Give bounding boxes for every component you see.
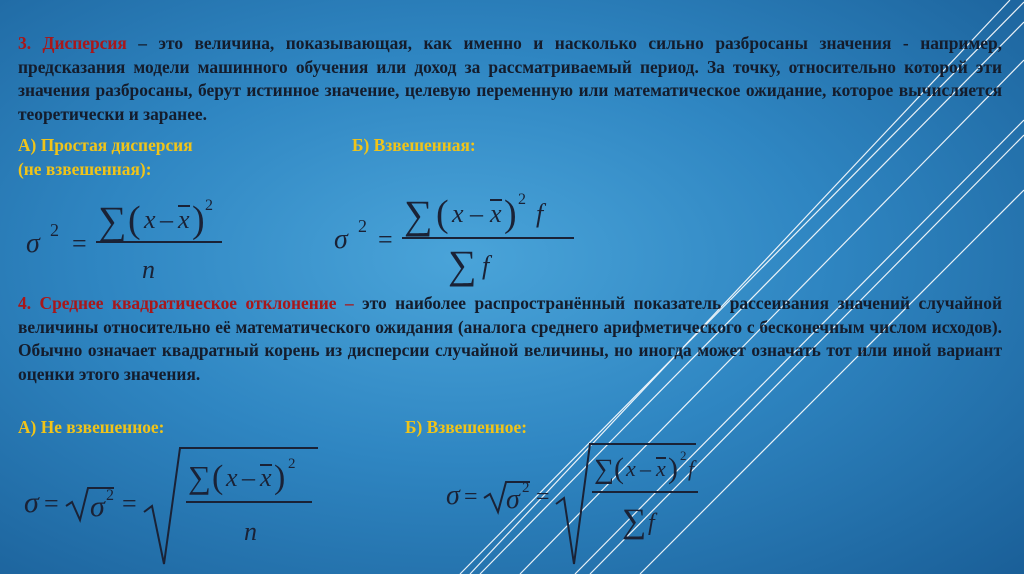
svg-text:∑: ∑ (594, 454, 614, 485)
svg-text:=: = (464, 484, 478, 510)
svg-text:2: 2 (518, 191, 526, 208)
dispersion-paragraph (18, 32, 1002, 126)
svg-text:2: 2 (522, 480, 530, 496)
weighted-dispersion-heading: Б) Взвешенная: (352, 135, 476, 155)
svg-text:n: n (244, 517, 257, 546)
svg-text:(: ( (128, 199, 141, 241)
svg-text:f: f (688, 456, 695, 481)
svg-text:x: x (226, 463, 238, 492)
svg-text:σ: σ (446, 480, 460, 511)
svg-text:): ) (504, 193, 517, 235)
weighted-std-heading: Б) Взвешенное: (405, 417, 527, 437)
formula-weighted-variance (330, 182, 590, 292)
svg-text:σ: σ (506, 484, 520, 515)
svg-text:x: x (260, 463, 272, 492)
svg-text:): ) (668, 452, 678, 485)
svg-text:∑: ∑ (448, 242, 477, 287)
svg-text:–: – (242, 463, 255, 492)
dispersion-definition: – это величина, показывающая, как именно и насколько сильно разбросаны значения - например, предсказания модели машинного обучения или доход за рассматриваемый период. За точку, относительно которой эти значения разбросаны, берут истинное значение, целевую переменную или математическое ожидание, которое вычисляется теоретически и заранее. (18, 33, 1002, 124)
unweighted-note: (не взвешенная): (18, 159, 152, 179)
svg-text:∑: ∑ (98, 198, 127, 243)
simple-dispersion-heading: А) Простая дисперсия (18, 135, 193, 155)
svg-text:2: 2 (50, 220, 59, 240)
formula-unweighted-std (22, 436, 322, 571)
svg-text:f: f (648, 510, 655, 536)
svg-text:f: f (536, 199, 544, 228)
svg-text:σ: σ (334, 224, 348, 255)
svg-text:–: – (160, 205, 173, 234)
svg-text:–: – (470, 199, 483, 228)
svg-text:x: x (626, 456, 636, 481)
svg-text:): ) (192, 199, 205, 241)
svg-text:σ: σ (26, 228, 40, 259)
svg-text:=: = (72, 229, 87, 258)
svg-text:2: 2 (358, 216, 367, 236)
svg-text:2: 2 (106, 487, 114, 504)
svg-text:∑: ∑ (404, 192, 433, 237)
formula-weighted-std (444, 438, 704, 573)
std-deviation-definition: это наиболее распространённый показатель рассеивания значений случайной величины относительно её математического ожидания (аналога среднего арифметического с бесконечным числом исходов). Обычно означает квадратный корень из дисперсии случайной величины, но иногда может означать тот или иной вариант оценки этого значения. (18, 293, 1002, 384)
svg-text:x: x (452, 199, 464, 228)
svg-text:=: = (536, 484, 550, 510)
std-deviation-paragraph (18, 292, 1002, 386)
svg-text:x: x (178, 205, 190, 234)
dispersion-number: 3. (18, 33, 32, 53)
svg-text:2: 2 (288, 456, 296, 472)
svg-text:): ) (274, 459, 286, 496)
svg-text:(: ( (614, 452, 624, 485)
svg-text:=: = (122, 489, 137, 518)
svg-text:σ: σ (90, 490, 105, 523)
svg-text:–: – (640, 456, 651, 481)
dispersion-term: Дисперсия (42, 33, 127, 53)
svg-text:x: x (144, 205, 156, 234)
svg-text:x: x (656, 456, 666, 481)
unweighted-std-heading: А) Не взвешенное: (18, 417, 165, 437)
svg-text:2: 2 (680, 448, 687, 463)
svg-text:∑: ∑ (188, 459, 211, 495)
std-deviation-term: 4. Среднее квадратическое отклонение – (18, 293, 354, 313)
svg-text:(: ( (436, 193, 449, 235)
formula-simple-variance (22, 186, 242, 286)
svg-text:n: n (142, 255, 155, 284)
svg-text:f: f (482, 251, 490, 280)
svg-text:=: = (44, 489, 59, 518)
svg-text:x: x (490, 199, 502, 228)
svg-text:(: ( (212, 459, 224, 496)
svg-text:=: = (378, 225, 393, 254)
svg-text:2: 2 (205, 197, 213, 214)
svg-text:∑: ∑ (622, 503, 647, 540)
svg-text:σ: σ (24, 486, 39, 519)
